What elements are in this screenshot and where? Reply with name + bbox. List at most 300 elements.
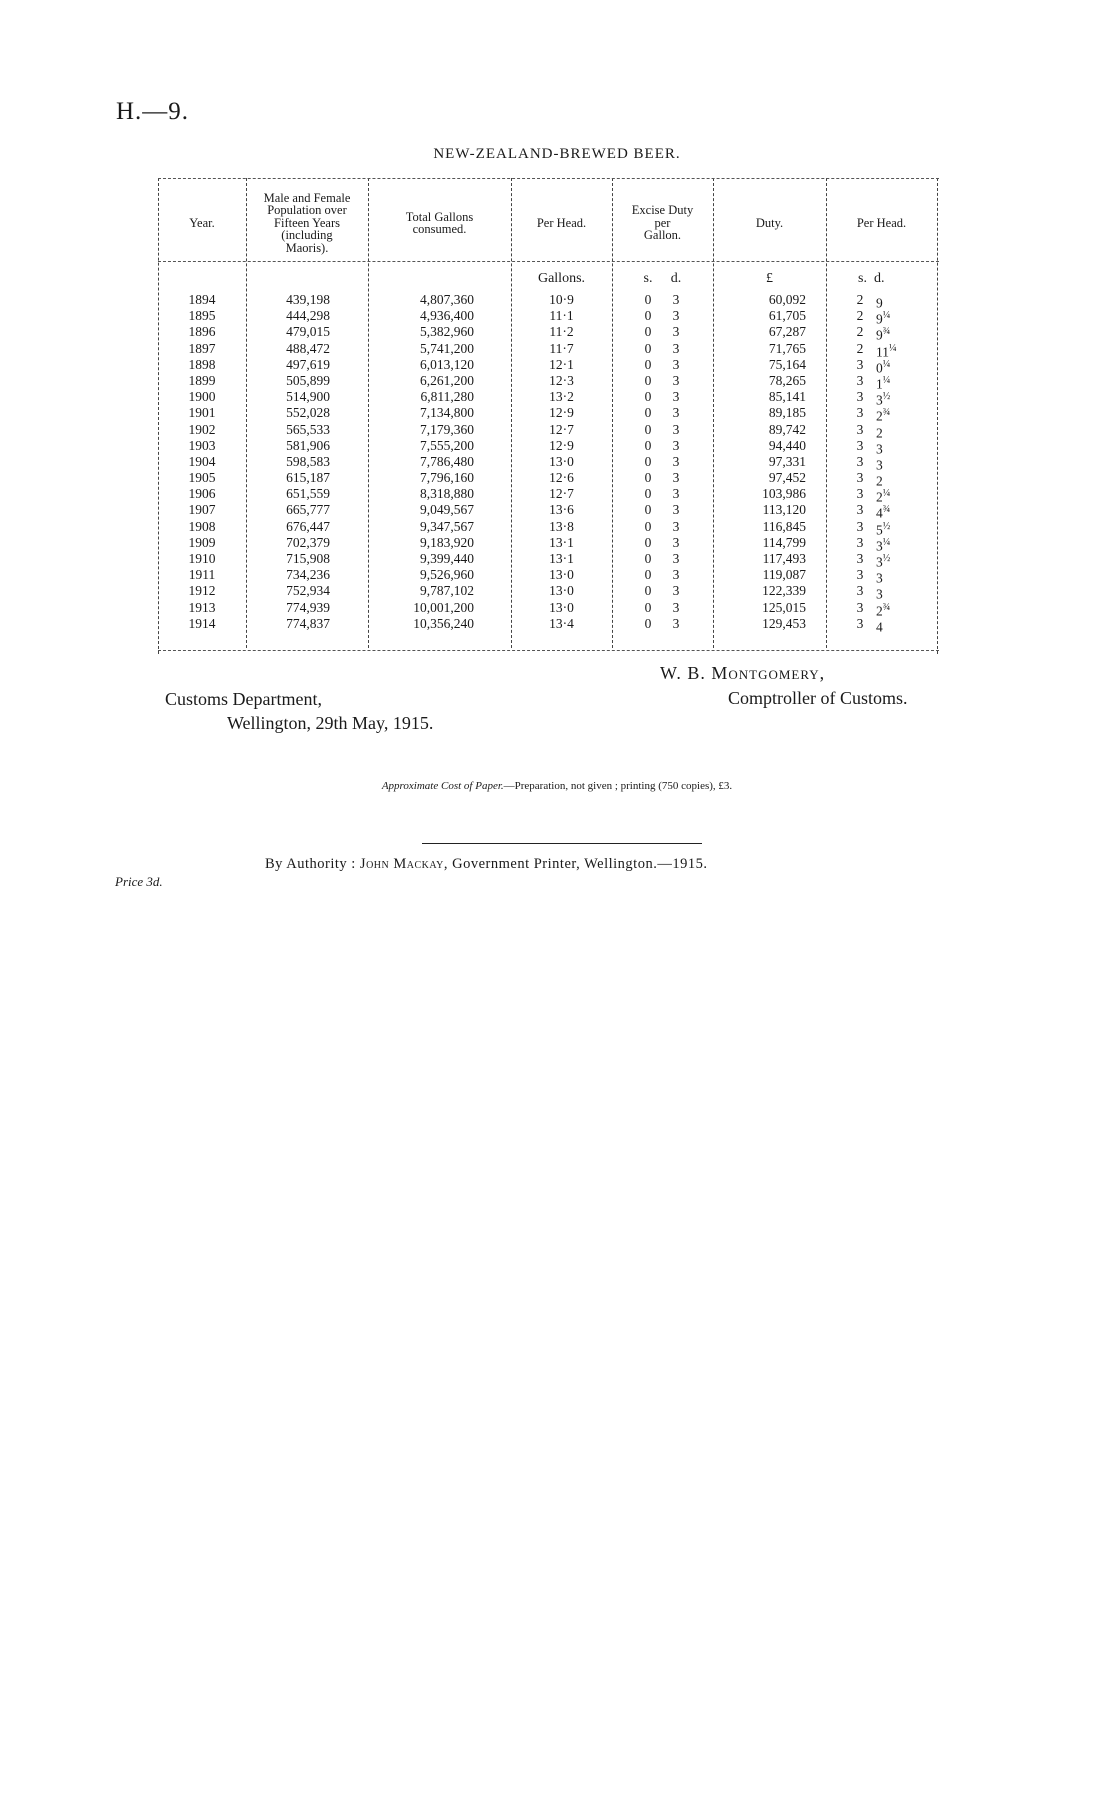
cell-population-value: 752,934 xyxy=(286,583,330,599)
cell-per-head xyxy=(511,535,612,551)
cell-year-value: 1898 xyxy=(188,356,216,372)
cell-year xyxy=(158,308,246,324)
cell-excise-pence-value: 3 xyxy=(672,453,680,469)
cell-excise-shillings-value: 0 xyxy=(644,389,652,405)
cell-year-value: 1901 xyxy=(188,405,216,421)
department-name: Customs Department, xyxy=(165,689,322,709)
cell-duty xyxy=(713,502,806,518)
cell-duty-value: 67,287 xyxy=(768,324,806,340)
cell-per-head-fraction: ¼ xyxy=(882,358,891,370)
cell-per-head-pence-value: 2 xyxy=(876,603,883,619)
cell-population-value: 676,447 xyxy=(286,518,330,534)
cell-year-value: 1913 xyxy=(188,599,216,615)
cell-excise-pence xyxy=(666,470,686,486)
cell-per-head-value: 12·9 xyxy=(549,437,574,453)
cell-per-head-shillings-value: 3 xyxy=(856,502,864,518)
cell-population xyxy=(246,583,330,599)
cell-per-head-fraction: ¼ xyxy=(882,310,891,322)
printer-rule xyxy=(422,843,702,844)
cell-total-gallons-value: 6,811,280 xyxy=(420,389,474,405)
cell-duty xyxy=(713,567,806,583)
cell-per-head-shillings-value: 3 xyxy=(856,615,864,631)
cell-population xyxy=(246,567,330,583)
cell-duty-value: 97,452 xyxy=(768,470,806,486)
cell-excise-shillings-value: 0 xyxy=(644,486,652,502)
cell-per-head-pence-value: 4 xyxy=(876,619,883,635)
cell-total-gallons xyxy=(368,389,474,405)
table-row xyxy=(158,292,939,311)
cell-duty xyxy=(713,486,806,502)
cell-per-head-pence-value: 3 xyxy=(876,441,883,457)
cell-per-head-value: 13·1 xyxy=(549,551,574,566)
cell-population xyxy=(246,502,330,518)
cell-per-head xyxy=(511,454,612,470)
cell-population xyxy=(246,324,330,340)
cell-excise-pence xyxy=(666,616,686,632)
cell-excise-shillings xyxy=(638,308,658,324)
cell-year-value: 1904 xyxy=(188,453,216,469)
cell-excise-pence-value: 3 xyxy=(672,292,680,307)
cell-total-gallons xyxy=(368,519,474,535)
cell-duty-value: 119,087 xyxy=(762,567,806,583)
cell-per-head xyxy=(511,616,612,632)
signatory-name-text: W. B. Montgomery, xyxy=(660,663,826,683)
cell-per-head-pence xyxy=(876,616,916,636)
cell-duty-value: 89,185 xyxy=(768,405,806,421)
cell-per-head-pence-value: 2 xyxy=(876,473,883,489)
cell-total-gallons xyxy=(368,551,474,567)
cell-excise-pence xyxy=(666,502,686,518)
cell-per-head-pence-value: 2 xyxy=(876,425,883,440)
unit-shillings: s. xyxy=(643,271,653,286)
cell-total-gallons xyxy=(368,373,474,389)
cell-duty-value: 125,015 xyxy=(762,599,806,615)
signatory-title: Comptroller of Customs. xyxy=(728,688,908,708)
cell-per-head xyxy=(511,600,612,616)
cell-excise-shillings xyxy=(638,486,658,502)
cell-per-head-pence-value: 3 xyxy=(876,392,883,408)
cell-population xyxy=(246,600,330,616)
cell-total-gallons-value: 6,261,200 xyxy=(420,372,474,388)
cell-excise-shillings xyxy=(638,616,658,632)
cell-excise-pence xyxy=(666,341,686,357)
cell-total-gallons xyxy=(368,292,474,308)
cell-per-head-shillings xyxy=(853,324,867,340)
cell-year xyxy=(158,454,246,470)
cell-total-gallons-value: 8,318,880 xyxy=(420,486,474,502)
table-row xyxy=(158,486,939,505)
cell-per-head xyxy=(511,389,612,405)
table-row xyxy=(158,437,939,457)
cell-per-head-pence-value: 4 xyxy=(876,505,883,521)
header-year: Year. xyxy=(189,215,215,230)
cell-per-head-shillings xyxy=(853,535,867,551)
cell-population xyxy=(246,308,330,324)
cell-excise-pence xyxy=(666,324,686,340)
cell-duty xyxy=(713,292,806,308)
cell-duty xyxy=(713,535,806,551)
cell-total-gallons xyxy=(368,470,474,486)
cell-duty-value: 129,453 xyxy=(762,615,806,631)
cell-per-head-shillings xyxy=(853,357,867,373)
cell-population xyxy=(246,438,330,454)
cell-excise-pence-value: 3 xyxy=(672,324,680,340)
cell-per-head-fraction: ¼ xyxy=(882,536,891,548)
cell-population-value: 665,777 xyxy=(286,502,330,518)
table-title: NEW-ZEALAND-BREWED BEER. xyxy=(433,146,681,162)
cell-per-head-shillings xyxy=(853,341,867,357)
cell-year-value: 1909 xyxy=(188,534,216,550)
cell-excise-pence xyxy=(666,519,686,535)
cell-duty-value: 89,742 xyxy=(768,421,806,437)
cell-per-head-fraction: ¼ xyxy=(882,374,891,386)
cell-excise-shillings-value: 0 xyxy=(644,567,652,583)
cell-total-gallons-value: 9,787,102 xyxy=(420,583,474,599)
cell-per-head-pence-value: 3 xyxy=(876,586,883,602)
cell-year-value: 1914 xyxy=(188,615,216,631)
cell-per-head-value: 13·2 xyxy=(549,389,574,405)
cell-per-head-value: 13·6 xyxy=(549,502,574,518)
cell-excise-shillings xyxy=(638,454,658,470)
cell-per-head-value: 13·0 xyxy=(549,583,574,599)
cell-per-head-shillings-value: 2 xyxy=(856,340,864,356)
cell-per-head xyxy=(511,341,612,357)
cell-total-gallons-value: 7,134,800 xyxy=(420,405,474,421)
cell-population xyxy=(246,357,330,373)
cell-year-value: 1895 xyxy=(188,308,216,324)
cell-per-head-pence-value: 5 xyxy=(876,522,883,538)
cell-excise-shillings-value: 0 xyxy=(644,405,652,421)
cell-total-gallons-value: 7,796,160 xyxy=(420,470,474,486)
cell-total-gallons-value: 10,001,200 xyxy=(413,599,474,615)
table-bottom-rule xyxy=(158,650,939,651)
cell-excise-shillings xyxy=(638,438,658,454)
cell-per-head-shillings-value: 3 xyxy=(856,453,864,469)
cell-per-head-shillings xyxy=(853,486,867,502)
cell-excise-shillings xyxy=(638,551,658,567)
cell-per-head-value: 12·9 xyxy=(549,405,574,421)
cell-excise-pence-value: 3 xyxy=(672,534,680,550)
table-row xyxy=(158,518,939,538)
signatory-name xyxy=(660,663,825,684)
cell-per-head-shillings xyxy=(853,389,867,405)
cell-population xyxy=(246,405,330,421)
cell-year xyxy=(158,389,246,405)
cell-population-value: 615,187 xyxy=(286,470,330,486)
cell-excise-pence xyxy=(666,389,686,405)
cell-population xyxy=(246,486,330,502)
cell-total-gallons xyxy=(368,454,474,470)
cell-excise-shillings-value: 0 xyxy=(644,453,652,469)
cell-excise-shillings xyxy=(638,567,658,583)
unit-pence: d. xyxy=(670,271,682,286)
cell-excise-pence-value: 3 xyxy=(672,567,680,583)
cell-year xyxy=(158,422,246,438)
cell-excise-shillings xyxy=(638,535,658,551)
cell-year xyxy=(158,535,246,551)
cell-per-head-pence-value: 0 xyxy=(876,360,883,376)
cell-year xyxy=(158,502,246,518)
cost-note-label: Approximate Cost of Paper. xyxy=(381,780,504,792)
unit-gallons: Gallons. xyxy=(537,271,586,286)
cell-per-head-shillings xyxy=(853,551,867,567)
cell-population xyxy=(246,422,330,438)
cell-duty xyxy=(713,438,806,454)
header-per-head: Per Head. xyxy=(536,215,587,230)
cell-per-head-value: 11·1 xyxy=(549,308,574,324)
cell-per-head-shillings-value: 3 xyxy=(856,599,864,615)
cell-year xyxy=(158,405,246,421)
cell-total-gallons-value: 10,356,240 xyxy=(413,615,474,631)
cell-excise-pence xyxy=(666,600,686,616)
table-row xyxy=(158,422,939,438)
cell-duty xyxy=(713,583,806,599)
cell-year xyxy=(158,486,246,502)
cell-excise-pence-value: 3 xyxy=(672,389,680,405)
cell-duty xyxy=(713,422,806,438)
cell-duty xyxy=(713,373,806,389)
cell-per-head-shillings-value: 3 xyxy=(856,437,864,453)
printer-name: John Mackay xyxy=(359,856,444,872)
cell-excise-pence xyxy=(666,486,686,502)
cell-per-head-shillings xyxy=(853,308,867,324)
cell-excise-pence xyxy=(666,567,686,583)
cell-year-value: 1911 xyxy=(188,567,216,583)
cell-year xyxy=(158,292,246,308)
authority-suffix: , Government Printer, Wellington.—1915. xyxy=(443,856,708,872)
cell-excise-shillings xyxy=(638,502,658,518)
cell-year-value: 1902 xyxy=(188,421,216,437)
cell-per-head-shillings-value: 2 xyxy=(856,308,864,324)
cell-excise-pence xyxy=(666,292,686,308)
cell-year xyxy=(158,341,246,357)
cell-excise-shillings-value: 0 xyxy=(644,356,652,372)
cell-excise-shillings xyxy=(638,357,658,373)
cell-per-head-shillings-value: 2 xyxy=(856,324,864,340)
cell-per-head-shillings-value: 3 xyxy=(856,518,864,534)
cell-duty-value: 75,164 xyxy=(768,356,806,372)
cell-per-head-pence-value: 3 xyxy=(876,538,883,554)
cell-per-head-value: 12·3 xyxy=(549,372,574,388)
cell-total-gallons xyxy=(368,535,474,551)
cell-total-gallons-value: 5,382,960 xyxy=(420,324,474,340)
cell-per-head xyxy=(511,551,612,567)
cell-excise-shillings xyxy=(638,373,658,389)
cost-note xyxy=(0,780,1114,792)
cell-excise-pence-value: 3 xyxy=(672,470,680,486)
cell-per-head-shillings-value: 3 xyxy=(856,551,864,566)
cell-per-head-shillings xyxy=(853,438,867,454)
cell-per-head xyxy=(511,486,612,502)
cell-per-head-shillings-value: 3 xyxy=(856,421,864,437)
cell-year-value: 1910 xyxy=(188,551,216,566)
cell-excise-pence-value: 3 xyxy=(672,486,680,502)
cell-population-value: 497,619 xyxy=(286,356,330,372)
cell-excise-shillings-value: 0 xyxy=(644,421,652,437)
price: Price 3d. xyxy=(115,874,163,889)
cell-per-head-shillings-value: 3 xyxy=(856,389,864,405)
cell-per-head-shillings xyxy=(853,616,867,632)
cell-per-head-value: 11·2 xyxy=(549,324,574,340)
cell-per-head xyxy=(511,583,612,599)
table-row xyxy=(158,405,939,424)
cell-total-gallons xyxy=(368,502,474,518)
cell-total-gallons xyxy=(368,583,474,599)
cell-population-value: 774,837 xyxy=(286,615,330,631)
cell-per-head xyxy=(511,567,612,583)
cell-excise-shillings xyxy=(638,341,658,357)
cell-year-value: 1912 xyxy=(188,583,216,599)
cell-population-value: 702,379 xyxy=(286,534,330,550)
header-total-gallons: Total Gallons consumed. xyxy=(405,209,474,236)
table-row xyxy=(158,534,939,554)
cell-total-gallons-value: 7,786,480 xyxy=(420,453,474,469)
cell-per-head-pence-value: 2 xyxy=(876,489,883,505)
cell-year-value: 1903 xyxy=(188,437,216,453)
cell-population xyxy=(246,341,330,357)
cell-per-head-value: 13·1 xyxy=(549,534,574,550)
cell-duty-value: 103,986 xyxy=(762,486,806,502)
cell-per-head xyxy=(511,324,612,340)
cell-duty-value: 97,331 xyxy=(768,453,806,469)
cell-per-head xyxy=(511,405,612,421)
cell-per-head-shillings-value: 3 xyxy=(856,567,864,583)
cell-per-head-shillings-value: 2 xyxy=(856,292,864,307)
unit-pounds: £ xyxy=(766,271,773,286)
cell-per-head xyxy=(511,438,612,454)
printer-authority xyxy=(265,856,707,873)
cell-excise-pence-value: 3 xyxy=(672,372,680,388)
table-row xyxy=(158,599,939,619)
cell-population-value: 479,015 xyxy=(286,324,330,340)
cell-year xyxy=(158,567,246,583)
cell-excise-shillings xyxy=(638,600,658,616)
cell-excise-pence-value: 3 xyxy=(672,356,680,372)
cell-excise-shillings-value: 0 xyxy=(644,340,652,356)
cell-per-head-shillings-value: 3 xyxy=(856,534,864,550)
cell-duty-value: 114,799 xyxy=(762,534,806,550)
cell-year xyxy=(158,616,246,632)
cell-per-head xyxy=(511,470,612,486)
cell-excise-pence xyxy=(666,405,686,421)
table-row xyxy=(158,324,939,343)
cell-per-head-value: 13·0 xyxy=(549,599,574,615)
cell-total-gallons xyxy=(368,438,474,454)
cell-duty xyxy=(713,551,806,567)
cell-duty-value: 71,765 xyxy=(768,340,806,356)
cell-total-gallons xyxy=(368,422,474,438)
cell-year-value: 1897 xyxy=(188,340,216,356)
table-row xyxy=(158,583,939,602)
cell-population-value: 488,472 xyxy=(286,340,330,356)
cell-per-head-fraction: ¼ xyxy=(889,342,897,354)
cell-duty xyxy=(713,357,806,373)
table-row xyxy=(158,340,939,360)
cell-excise-pence-value: 3 xyxy=(672,405,680,421)
cell-total-gallons xyxy=(368,341,474,357)
cell-population-value: 439,198 xyxy=(286,292,330,307)
page-reference: H.—9. xyxy=(116,98,190,125)
cell-per-head-pence-value: 2 xyxy=(876,408,883,424)
cell-year xyxy=(158,324,246,340)
cell-per-head-value: 13·0 xyxy=(549,567,574,583)
header-population: Male and Female Population over Fifteen Years (including Maoris). xyxy=(263,190,351,255)
cell-excise-pence-value: 3 xyxy=(672,518,680,534)
cell-excise-pence-value: 3 xyxy=(672,308,680,324)
cell-duty-value: 60,092 xyxy=(768,292,806,307)
cell-excise-pence-value: 3 xyxy=(672,599,680,615)
cell-year xyxy=(158,357,246,373)
cell-population-value: 734,236 xyxy=(286,567,330,583)
cell-year-value: 1905 xyxy=(188,470,216,486)
cell-duty-value: 113,120 xyxy=(762,502,806,518)
cell-year xyxy=(158,519,246,535)
cell-population-value: 581,906 xyxy=(286,437,330,453)
cell-excise-pence-value: 3 xyxy=(672,340,680,356)
cell-total-gallons xyxy=(368,486,474,502)
cell-per-head-shillings-value: 3 xyxy=(856,356,864,372)
cell-excise-shillings xyxy=(638,292,658,308)
cell-duty xyxy=(713,600,806,616)
cell-excise-pence xyxy=(666,308,686,324)
cell-duty-value: 85,141 xyxy=(768,389,806,405)
cell-population xyxy=(246,470,330,486)
cell-excise-pence-value: 3 xyxy=(672,583,680,599)
cell-excise-pence-value: 3 xyxy=(672,437,680,453)
cell-per-head-shillings-value: 3 xyxy=(856,486,864,502)
cell-population-value: 598,583 xyxy=(286,453,330,469)
cell-population xyxy=(246,519,330,535)
cell-per-head-fraction: ½ xyxy=(882,553,891,564)
cell-duty-value: 61,705 xyxy=(768,308,806,324)
cell-year xyxy=(158,551,246,567)
cell-excise-shillings xyxy=(638,583,658,599)
cell-total-gallons-value: 7,179,360 xyxy=(420,421,474,437)
cell-total-gallons-value: 6,013,120 xyxy=(420,356,474,372)
table-row xyxy=(158,551,939,570)
table-body xyxy=(158,292,939,635)
header-rule xyxy=(158,261,939,262)
cell-duty xyxy=(713,389,806,405)
table-row xyxy=(158,453,939,473)
cell-per-head-fraction: ½ xyxy=(882,520,891,532)
cell-year-value: 1907 xyxy=(188,502,216,518)
cell-population-value: 514,900 xyxy=(286,389,330,405)
cell-excise-shillings-value: 0 xyxy=(644,308,652,324)
cell-per-head-value: 12·7 xyxy=(549,486,574,502)
cell-per-head-shillings-value: 3 xyxy=(856,583,864,599)
cell-excise-pence-value: 3 xyxy=(672,615,680,631)
cell-total-gallons xyxy=(368,600,474,616)
cost-note-text: —Preparation, not given ; printing (750 copies), £3. xyxy=(503,780,733,792)
cell-population xyxy=(246,535,330,551)
cell-year xyxy=(158,600,246,616)
cell-total-gallons-value: 5,741,200 xyxy=(420,340,474,356)
table-row xyxy=(158,389,939,408)
cell-excise-shillings xyxy=(638,389,658,405)
cell-per-head xyxy=(511,292,612,308)
cell-per-head xyxy=(511,519,612,535)
beer-statistics-table xyxy=(158,178,939,654)
cell-population xyxy=(246,616,330,632)
cell-per-head-fraction: ¾ xyxy=(882,326,891,338)
table-top-rule xyxy=(158,178,939,179)
cell-per-head-pence-value: 3 xyxy=(876,570,883,586)
cell-duty xyxy=(713,470,806,486)
cell-per-head-shillings xyxy=(853,519,867,535)
unit-shillings-pence: s. d. xyxy=(858,271,885,286)
table-row xyxy=(158,356,939,376)
